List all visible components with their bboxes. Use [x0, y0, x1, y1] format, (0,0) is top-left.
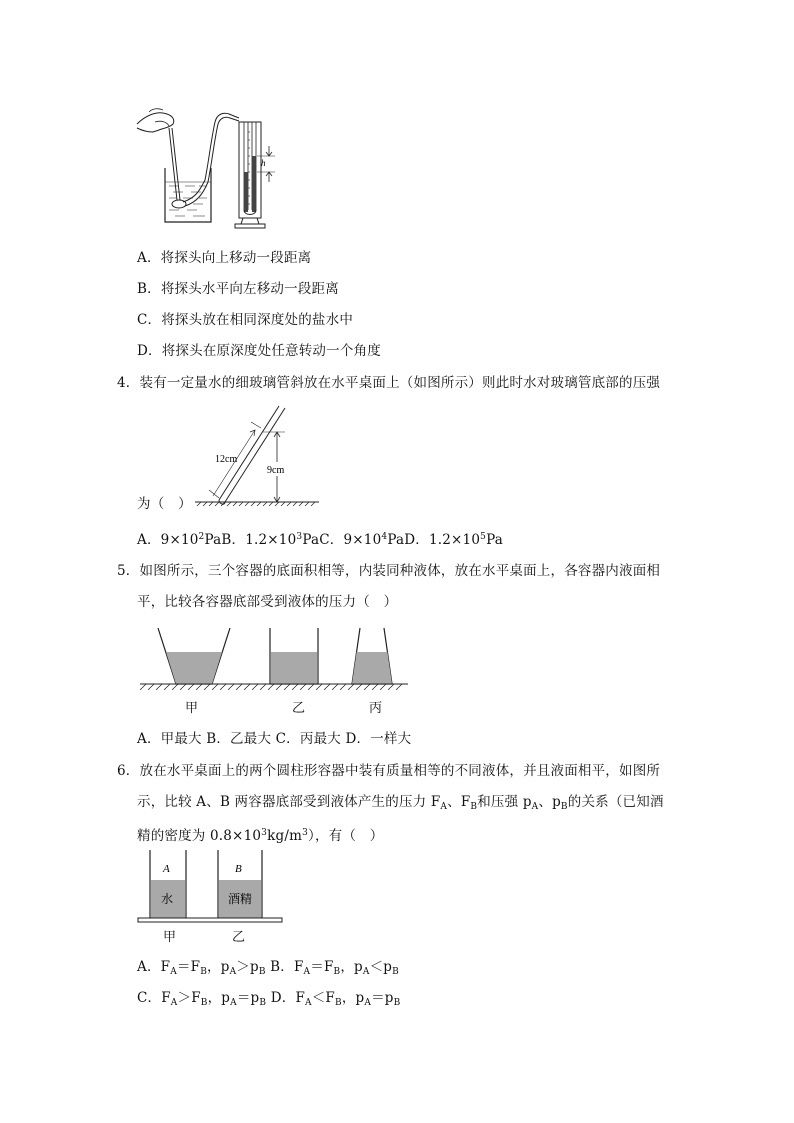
tilted-tube-figure — [195, 402, 325, 507]
three-containers-figure — [138, 624, 410, 694]
q6-label-jia: 甲 — [163, 930, 177, 945]
q6-stem-line2: 示，比较 A、B 两容器底部受到液体产生的压力 $F_A$、$F_B$和压强 $p_A$、$p_B$的关系（已知酒 — [137, 794, 664, 812]
q4-option-d[interactable]: D．$1.2\times 10^5Pa$ — [404, 532, 504, 548]
q4-option-b[interactable]: B．$1.2\times 10^3Pa$ — [221, 532, 320, 548]
q5-stem-line1: 5．如图所示，三个容器的底面积相等，内装同种液体，放在水平桌面上，各容器内液面相 — [117, 563, 661, 579]
q6-option-d[interactable]: D．$F_A<F_B$，$p_A=p_B$ — [270, 990, 401, 1008]
q5-label-bing: 丙 — [369, 701, 383, 716]
liquid-alcohol-label: 酒精 — [228, 892, 253, 906]
q3-option-a[interactable]: A．将探头向上移动一段距离 — [137, 250, 312, 266]
height-label: 9cm — [267, 465, 285, 476]
q5-number: 5． — [117, 563, 140, 579]
q5-options[interactable]: A．甲最大 B．乙最大 C．丙最大 D．一样大 — [137, 731, 412, 747]
q5-label-jia: 甲 — [185, 701, 199, 716]
q6-options-row1 — [137, 958, 399, 981]
q6-options-row2 — [137, 989, 400, 1012]
q6-option-c[interactable]: C．$F_A>F_B$，$p_A=p_B$ — [137, 990, 267, 1008]
q4-options — [137, 528, 503, 549]
q4-stem-text: 装有一定量水的细玻璃管斜放在水平桌面上（如图所示）则此时水对玻璃管底部的压强 — [139, 375, 661, 391]
q3-option-c[interactable]: C．将探头放在相同深度处的盐水中 — [137, 312, 354, 328]
h-label: h — [261, 158, 266, 168]
q3-option-d[interactable]: D．将探头在原深度处任意转动一个角度 — [137, 343, 381, 359]
slant-length-label: 12cm — [215, 454, 238, 465]
q6-option-a[interactable]: A．$F_A=F_B$，$p_A>p_B$ — [137, 959, 266, 977]
manometer-figure — [135, 100, 285, 230]
q5-stem-line2: 平，比较各容器底部受到液体的压力（ ） — [137, 594, 398, 610]
q4-option-c[interactable]: C．$9\times 10^4Pa$ — [319, 532, 405, 548]
q4-stem — [117, 374, 660, 392]
q6-stem-line3: 精的密度为 $0.8\times 10^3kg/m^3$），有（ ） — [137, 828, 384, 844]
q4-number: 4． — [117, 375, 140, 391]
q6-stem-line1: 6．放在水平桌面上的两个圆柱形容器中装有质量相等的不同液体，并且液面相平，如图所 — [117, 763, 661, 779]
q6-number: 6． — [117, 763, 140, 779]
container-b-label: B — [235, 863, 242, 875]
container-a-label: A — [163, 863, 170, 875]
q5-label-yi: 乙 — [292, 701, 306, 716]
liquid-water-label: 水 — [161, 892, 174, 906]
q6-label-yi: 乙 — [232, 930, 246, 945]
two-cylinders-figure — [136, 848, 286, 924]
q4-stem-end: 为（ ） — [137, 496, 192, 512]
q3-option-b[interactable]: B．将探头水平向左移动一段距离 — [137, 281, 339, 297]
q6-option-b[interactable]: B．$F_A=F_B$，$p_A<p_B$ — [270, 959, 399, 977]
q4-option-a[interactable]: A．$9\times 10^2Pa$ — [137, 532, 222, 548]
